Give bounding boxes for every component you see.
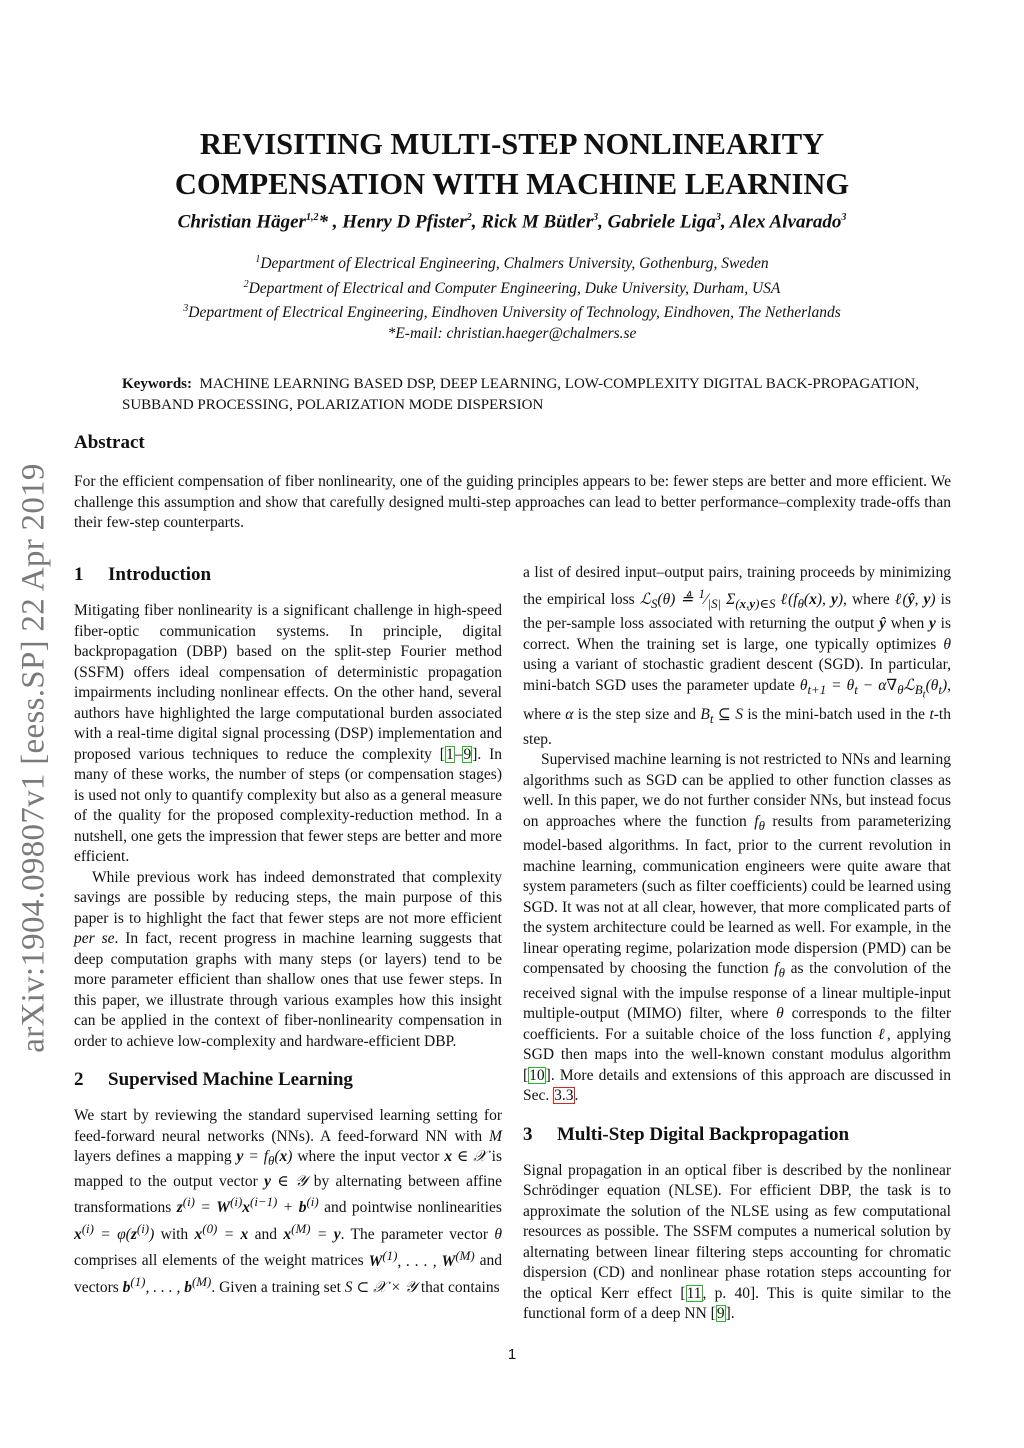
author-name: Rick M Bütler: [481, 211, 594, 233]
citation-link[interactable]: 1: [445, 745, 454, 763]
math: $B_t$ ⊆ S: [700, 705, 743, 727]
author-list: Christian Häger$^{1,2}$* , Henry D Pfister$^2$, Rick M Bütler$^3$, Gabriele Liga$^3$, Alex Alvarado$^3$: [177, 211, 847, 233]
text-run: layers defines a mapping: [74, 1148, 237, 1165]
text-run: a list of desired input–output pairs, training proceeds by minimizing the empirical loss: [523, 564, 951, 608]
math: $x^{(i)} = \varphi(z^{(i)})$: [74, 1220, 155, 1243]
affiliation-line: [100, 299, 924, 324]
text-run: results from parameterizing model-based algorithms. In fact, prior to the current revolution in machine learning, communication engineers were quite aware that system parameters (such as filter coefficients) could be learned using SGD. It was not at all clear, however, that more complicated parts of the system architecture could be learned as well. For example, in the linear operating regime, polarization mode dispersion (PMD) can be compensated by choosing the function: [523, 812, 951, 978]
math: $y = f_\theta(x)$: [236, 1148, 293, 1169]
text-run: and vectors: [74, 1252, 502, 1297]
right-column: [523, 563, 951, 1325]
text-run: comprises all elements of the weight matrices: [74, 1252, 369, 1270]
page-number: 1: [507, 1346, 517, 1363]
section-number: 2: [74, 1069, 84, 1090]
paragraph: [74, 601, 502, 868]
text-run: Mitigating fiber nonlinearity is a significant challenge in high-speed fiber-optic communication systems. In principle, digital backpropagation (DBP) based on the split-step Fourier method (SSFM) offers ideal compensation of deterministic propagation impairments including nonlinear effects. On the other hand, several authors have highlighted the large computational burden associated with a real-time digital signal processing (DSP) implementation and proposed various techniques to reduce the complexity [: [74, 602, 502, 763]
text-run: ]. In many of these works, the number of steps (or compensation stages) is used not only to quantify complexity but also as a general measure of the quality for the proposed complexity-reduction method. In a nutshell, one gets the impression that fewer steps are better and more efficient.: [74, 745, 502, 865]
text-run: corresponds to the filter coefficients. For a suitable choice of the loss function: [523, 1005, 951, 1043]
math: θ: [776, 1005, 784, 1023]
keywords-text: MACHINE LEARNING BASED DSP, DEEP LEARNING, LOW-COMPLEXITY DIGITAL BACK-PROPAGATION, SUBBAND PROCESSING, POLARIZATION MODE DISPERSION: [122, 376, 919, 413]
math: ℓ: [878, 1025, 887, 1043]
math: y ∈ 𝒴: [264, 1172, 308, 1190]
author-affil-sup: 3: [841, 212, 847, 223]
math: t: [929, 705, 934, 723]
section-title: Supervised Machine Learning: [108, 1069, 353, 1090]
math: $W^{(1)}$, . . . , $W^{(M)}$: [368, 1247, 475, 1270]
text-run: We start by reviewing the standard supervised learning setting for feed-forward neural networks (NNs). A feed-forward NN with: [74, 1107, 502, 1145]
text-run: , p. 40]. This is quite similar to the functional form of a deep NN [: [523, 1284, 951, 1323]
text-run: While previous work has indeed demonstrated that complexity savings are possible by reducing steps, the main purpose of this paper is to highlight the fact that fewer steps are not more efficient: [74, 868, 502, 927]
text-run: with: [154, 1225, 195, 1243]
affiliation-line: [100, 250, 924, 275]
text-run: Signal propagation in an optical fiber is described by the nonlinear Schrödinger equation (NLSE). For efficient DBP, the task is to approximate the solution of the NLSE using as few computational resources as possible. The SSFM computes a numerical solution by alternating between linear filtering steps accounting for chromatic dispersion (CD) and nonlinear phase rotation steps accounting for the optical Kerr effect [: [523, 1161, 951, 1302]
math: ℒ$_S$(θ) ≜ $^1⁄_{|S|}$ $\Sigma_{(x,y)\in S}$ $\ell(f_\theta(x)$, y): [639, 585, 844, 611]
text-run: . The parameter vector: [340, 1225, 495, 1243]
author-affil-sup: 3: [715, 212, 721, 223]
affiliation-text: Department of Electrical Engineering, Eindhoven University of Technology, Eindhoven, The Netherlands: [188, 304, 841, 322]
math: S ⊂ 𝒳 × 𝒴: [344, 1279, 417, 1297]
paragraph: [523, 1161, 951, 1325]
text-run: by alternating between affine transformations: [74, 1172, 502, 1217]
math: $\theta_{t+1} = \theta_t$ − $\alpha\nabla_\theta ℒ_{B_t}(\theta_t)$: [799, 676, 948, 701]
section-link[interactable]: 3.3: [554, 1087, 574, 1105]
text-run: is the step size and: [573, 705, 701, 723]
author-corresponding-mark: * ,: [318, 211, 338, 233]
math: M: [489, 1127, 502, 1145]
math: $x^{(0)} = x$: [194, 1220, 249, 1243]
math: y: [929, 615, 936, 633]
text-run: , where: [843, 590, 895, 608]
affiliation-sup: 2: [243, 278, 249, 290]
section-title: Introduction: [108, 564, 212, 585]
paper-title: [100, 124, 924, 204]
affiliation-text: Department of Electrical Engineering, Chalmers University, Gothenburg, Sweden: [260, 255, 769, 273]
author-affil-sup: 3: [593, 212, 599, 223]
math: θ: [494, 1225, 503, 1243]
math: $z^{(i)} = W^{(i)}x^{(i-1)} + b^{(i)}$: [176, 1194, 319, 1217]
author-name: Christian Häger: [177, 211, 306, 233]
author-affil-sup: 2: [466, 212, 472, 223]
math: α: [565, 705, 574, 723]
section-number: 1: [74, 564, 84, 585]
paragraph: [523, 563, 951, 750]
math: x ∈ 𝒳: [444, 1148, 487, 1165]
paragraph: [74, 1106, 502, 1299]
keywords: [122, 374, 922, 415]
text-run: ].: [725, 1305, 735, 1323]
text-run: using a variant of stochastic gradient descent (SGD). In particular, mini-batch SGD uses the parameter update: [523, 656, 951, 694]
math: $x^{(M)} = y$: [283, 1220, 341, 1243]
text-run: is mapped to the output vector: [74, 1148, 503, 1190]
text-run: . In fact, recent progress in machine learning suggests that deep computation graphs with many steps (or layers) tend to be more parameter efficient than shallow ones that use fewer steps. In this paper, we illustrate through various examples how this insight can be applied in the context of fiber-nonlinearity compensation in order to achieve low-complexity and hardware-efficient DBP.: [74, 930, 502, 1050]
section-2-heading: [74, 1068, 502, 1092]
author-name: Henry D Pfister: [342, 211, 467, 233]
citation-link[interactable]: 9: [716, 1305, 725, 1323]
abstract-heading: Abstract: [74, 432, 145, 453]
text-run: .: [574, 1087, 579, 1105]
text-run: is the per-sample loss associated with returning the output: [523, 590, 951, 633]
affiliation-line: [100, 275, 924, 300]
citation-link[interactable]: 10: [529, 1066, 545, 1084]
text-run: and pointwise nonlinearities: [318, 1199, 502, 1217]
section-3-heading: [523, 1123, 951, 1147]
keywords-label: Keywords:: [122, 376, 192, 392]
text-run: -th step.: [523, 705, 951, 748]
emphasis: per se: [74, 930, 115, 947]
section-title: Multi-Step Digital Backpropagation: [557, 1123, 850, 1145]
affiliations: [100, 250, 924, 344]
text-run: and: [248, 1225, 284, 1243]
affiliation-sup: 3: [183, 303, 189, 315]
author-name: Alex Alvarado: [729, 211, 842, 233]
citation-link[interactable]: 9: [463, 745, 472, 763]
math: ŷ: [879, 615, 886, 633]
arxiv-id: arXiv:1904.09807v1 [eess.SP] 22 Apr 2019: [15, 463, 52, 1053]
affiliation-sup: 1: [255, 254, 261, 265]
math: ℓ(ŷ, y): [894, 590, 936, 608]
author-name: Gabriele Liga: [607, 211, 716, 233]
text-run: –: [454, 745, 463, 763]
email: *E-mail: christian.haeger@chalmers.se: [387, 324, 637, 342]
text-run: Supervised machine learning is not restricted to NNs and learning algorithms such as SGD can be applied to other function classes as well. In this paper, we do not further consider NNs, but instead focus on approaches where the function: [523, 751, 951, 830]
title-line-1: REVISITING MULTI-STEP NONLINEARITY: [199, 127, 825, 161]
text-run: . Given a training set: [211, 1279, 345, 1297]
arxiv-stamp: [14, 448, 54, 1068]
text-run: is the mini-batch used in the: [742, 705, 930, 723]
text-run: when: [885, 615, 930, 633]
text-run: as the convolution of the received signal with the impulse response of a linear multiple-input multiple-output (MIMO) filter, where: [523, 960, 951, 1023]
section-1-heading: [74, 563, 502, 587]
citation-link[interactable]: 11: [686, 1284, 702, 1302]
abstract-body: For the efficient compensation of fiber nonlinearity, one of the guiding principles appears to be: fewer steps are better and more efficient. We challenge this assumption and show that carefully designed multi-step approaches can lead to better performance–complexity trade-offs than their few-step counterparts.: [74, 473, 951, 531]
affiliation-text: Department of Electrical and Computer Engineering, Duke University, Durham, USA: [248, 279, 781, 297]
text-run: is correct. When the training set is large, one typically optimizes: [523, 615, 951, 653]
math: $b^{(1)}$, . . . , $b^{(M)}$: [122, 1274, 212, 1297]
paragraph: [74, 868, 502, 1053]
text-run: that contains: [416, 1279, 500, 1297]
author-affil-sup: 1,2: [305, 212, 319, 223]
text-run: , applying SGD then maps into the well-known constant modulus algorithm [: [523, 1025, 951, 1084]
math: $f_\theta$: [774, 960, 785, 981]
section-number: 3: [523, 1123, 533, 1145]
math: θ: [943, 635, 951, 653]
text-run: , where: [523, 676, 952, 723]
math: $f_\theta$: [754, 812, 765, 833]
text-run: ]. More details and extensions of this approach are discussed in Sec.: [523, 1066, 951, 1105]
text-run: where the input vector: [292, 1148, 445, 1165]
title-line-2: COMPENSATION WITH MACHINE LEARNING: [174, 167, 850, 201]
left-column: [74, 563, 502, 1299]
paragraph: [523, 750, 951, 1107]
